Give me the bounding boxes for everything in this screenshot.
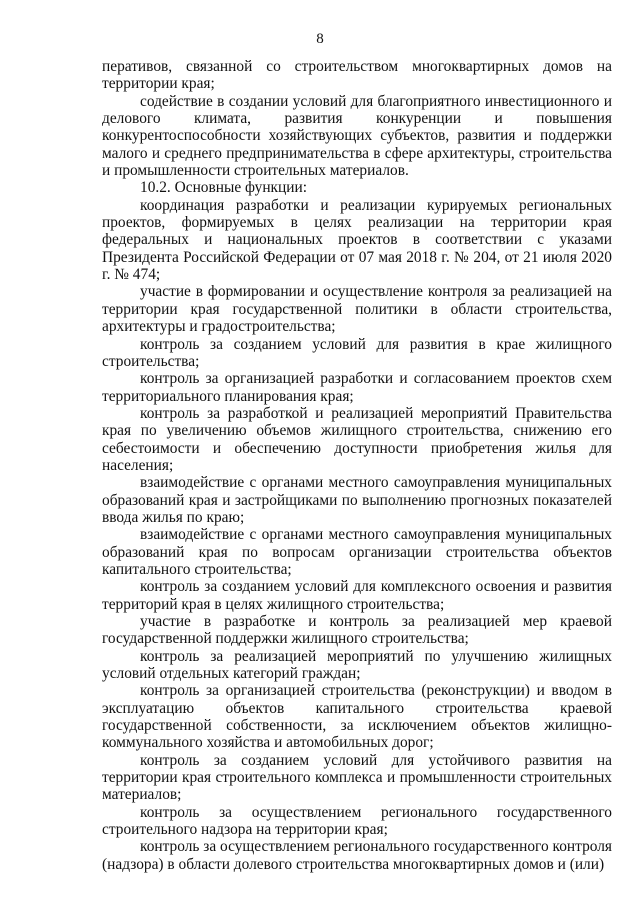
paragraph-citizen-categories: контроль за реализацией мероприятий по улучшению жилищных условий отдельных категорий граждан; bbox=[102, 647, 612, 683]
paragraph-regional-projects: координация разработки и реализации курируемых региональных проектов, формируемых в целях реализации на территории края федеральных и национальных проектов в соответствии с указами Президента Российской Федерации от 07 мая 2018 г. № 204, от 21 июля 2020 г. № 474; bbox=[102, 196, 612, 284]
paragraph-municipal-capital-construction: взаимодействие с органами местного самоуправления муниципальных образований края по вопросам организации строительства объектов капитального строительства; bbox=[102, 526, 612, 578]
paragraph-continuation: перативов, связанной со строительством многоквартирных домов на территории края; bbox=[102, 58, 612, 93]
paragraph-construction-supervision: контроль за осуществлением регионального государственного строительного надзора на территории края; bbox=[102, 803, 612, 839]
paragraph-shared-construction-control: контроль за осуществлением регионального государственного контроля (надзора) в области долевого строительства многоквартирных домов и (или) bbox=[102, 838, 613, 873]
paragraph-housing-volume: контроль за разработкой и реализацией мероприятий Правительства края по увеличению объемов жилищного строительства, снижению его себестоимости и обеспечению доступности приобретения жилья для населения; bbox=[102, 404, 612, 474]
section-heading-main-functions: 10.2. Основные функции: bbox=[140, 179, 308, 197]
paragraph-municipal-developers: взаимодействие с органами местного самоуправления муниципальных образований края и застройщиками по выполнению прогнозных показателей ввода жилья по краю; bbox=[102, 474, 612, 526]
paragraph-construction-industry: контроль за созданием условий для устойчивого развития на территории края строительного комплекса и промышленности строительных материалов; bbox=[102, 751, 612, 804]
paragraph-state-policy: участие в формировании и осуществление контроля за реализацией на территории края государственной политики в области строительства, архитектуры и градостроительства; bbox=[102, 283, 612, 336]
paragraph-housing-development: контроль за созданием условий для развития в крае жилищного строительства; bbox=[102, 335, 612, 370]
paragraph-state-support: участие в разработке и контроль за реализацией мер краевой государственной поддержки жилищного строительства; bbox=[102, 613, 612, 648]
paragraph-integrated-development: контроль за созданием условий для комплексного освоения и развития территорий края в целях жилищного строительства; bbox=[102, 578, 612, 613]
paragraph-investment-climate: содействие в создании условий для благоприятного инвестиционного и делового климата, развития конкуренции и повышения конкурентоспособности хозяйствующих субъектов, развития и поддержки малого и среднего предпринимательства в сфере архитектуры, строительства и промышленности строительных материалов. bbox=[102, 92, 612, 180]
document-body bbox=[102, 58, 612, 873]
paragraph-capital-construction-objects: контроль за организацией строительства (реконструкции) и вводом в эксплуатацию объектов капитального строительства краевой государственной собственности, за исключением объектов жилищно-коммунального хозяйства и автомобильных дорог; bbox=[102, 682, 612, 752]
paragraph-territorial-planning: контроль за организацией разработки и согласованием проектов схем территориального планирования края; bbox=[102, 370, 612, 405]
page-number: 8 bbox=[316, 31, 324, 47]
